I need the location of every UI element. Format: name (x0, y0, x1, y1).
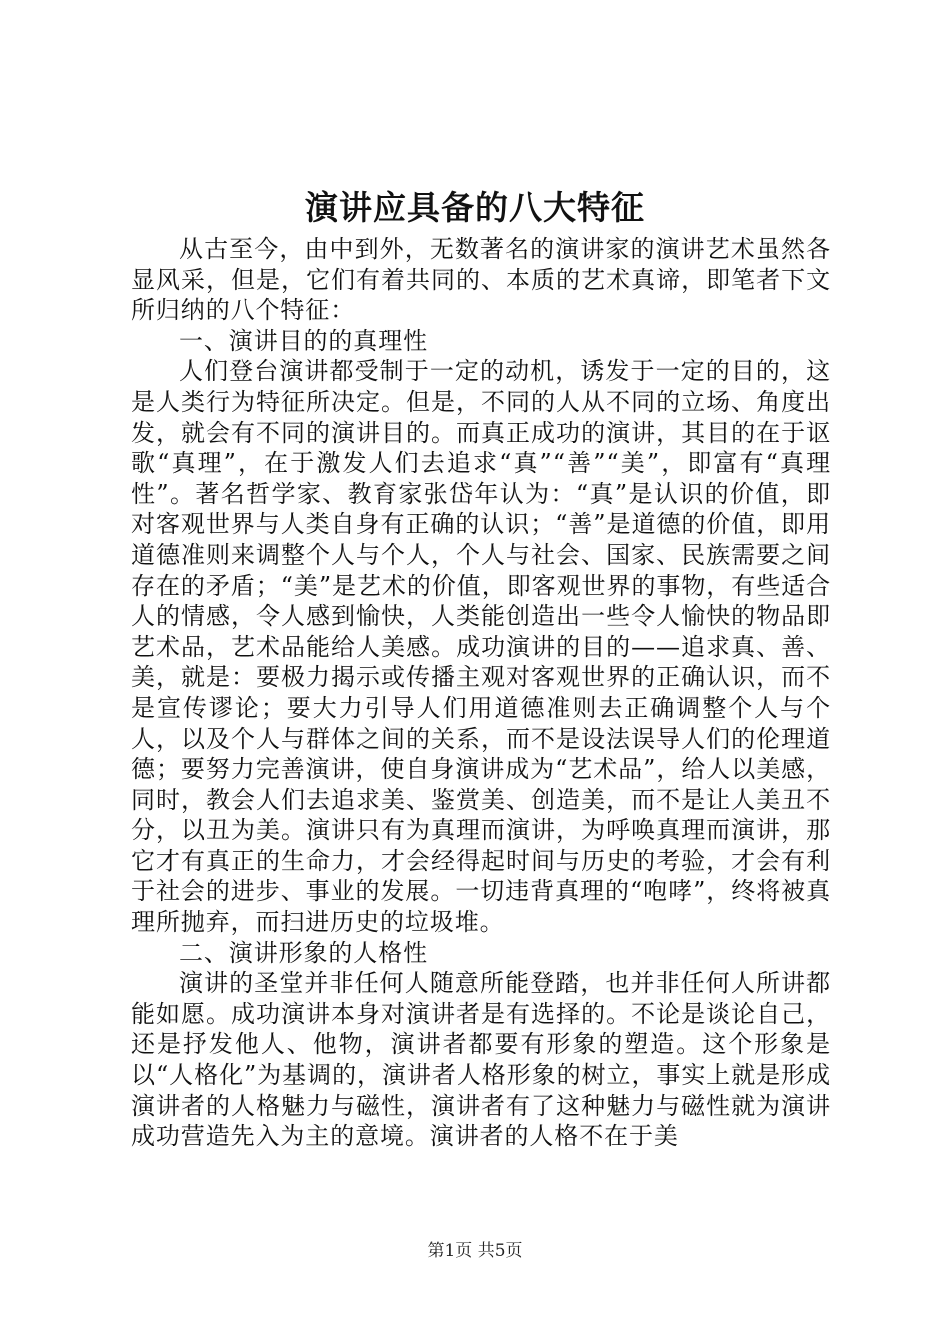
intro-paragraph: 从古至今，由中到外，无数著名的演讲家的演讲艺术虽然各显风采，但是，它们有着共同的、本质的艺术真谛，即笔者下文所归纳的八个特征： (131, 235, 831, 325)
section-1-paragraph: 人们登台演讲都受制于一定的动机，诱发于一定的目的，这是人类行为特征所决定。但是，不同的人从不同的立场、角度出发，就会有不同的演讲目的。而真正成功的演讲，其目的在于讴歌“真理”，在于激发人们去追求“真”“善”“美”，即富有“真理性”。著名哲学家、教育家张岱年认为：“真”是认识的价值，即对客观世界与人类自身有正确的认识；“善”是道德的价值，即用道德准则来调整个人与个人，个人与社会、国家、民族需要之间存在的矛盾；“美”是艺术的价值，即客观世界的事物，有些适合人的情感，令人感到愉快，人类能创造出一些令人愉快的物品即艺术品，艺术品能给人美感。成功演讲的目的——追求真、善、美，就是：要极力揭示或传播主观对客观世界的正确认识，而不是宣传谬论；要大力引导人们用道德准则去正确调整个人与个人，以及个人与群体之间的关系，而不是设法误导人们的伦理道德；要努力完善演讲，使自身演讲成为“艺术品”，给人以美感，同时，教会人们去追求美、鉴赏美、创造美，而不是让人美丑不分，以丑为美。演讲只有为真理而演讲，为呼唤真理而演讲，那它才有真正的生命力，才会经得起时间与历史的考验，才会有利于社会的进步、事业的发展。一切违背真理的“咆哮”，终将被真理所抛弃，而扫进历史的垃圾堆。 (131, 357, 831, 937)
section-2-paragraph: 演讲的圣堂并非任何人随意所能登踏，也并非任何人所讲都能如愿。成功演讲本身对演讲者是有选择的。不论是谈论自己，还是抒发他人、他物，演讲者都要有形象的塑造。这个形象是以“人格化”为基调的，演讲者人格形象的树立，事实上就是形成演讲者的人格魅力与磁性，演讲者有了这种魅力与磁性就为演讲成功营造先入为主的意境。演讲者的人格不在于美 (131, 969, 831, 1151)
document-title: 演讲应具备的八大特征 (305, 188, 645, 227)
section-2-heading: 二、演讲形象的人格性 (179, 938, 428, 967)
section-1-heading: 一、演讲目的的真理性 (179, 326, 428, 355)
page-footer: 第1页 共5页 (427, 1241, 523, 1261)
document-body (131, 234, 831, 1152)
